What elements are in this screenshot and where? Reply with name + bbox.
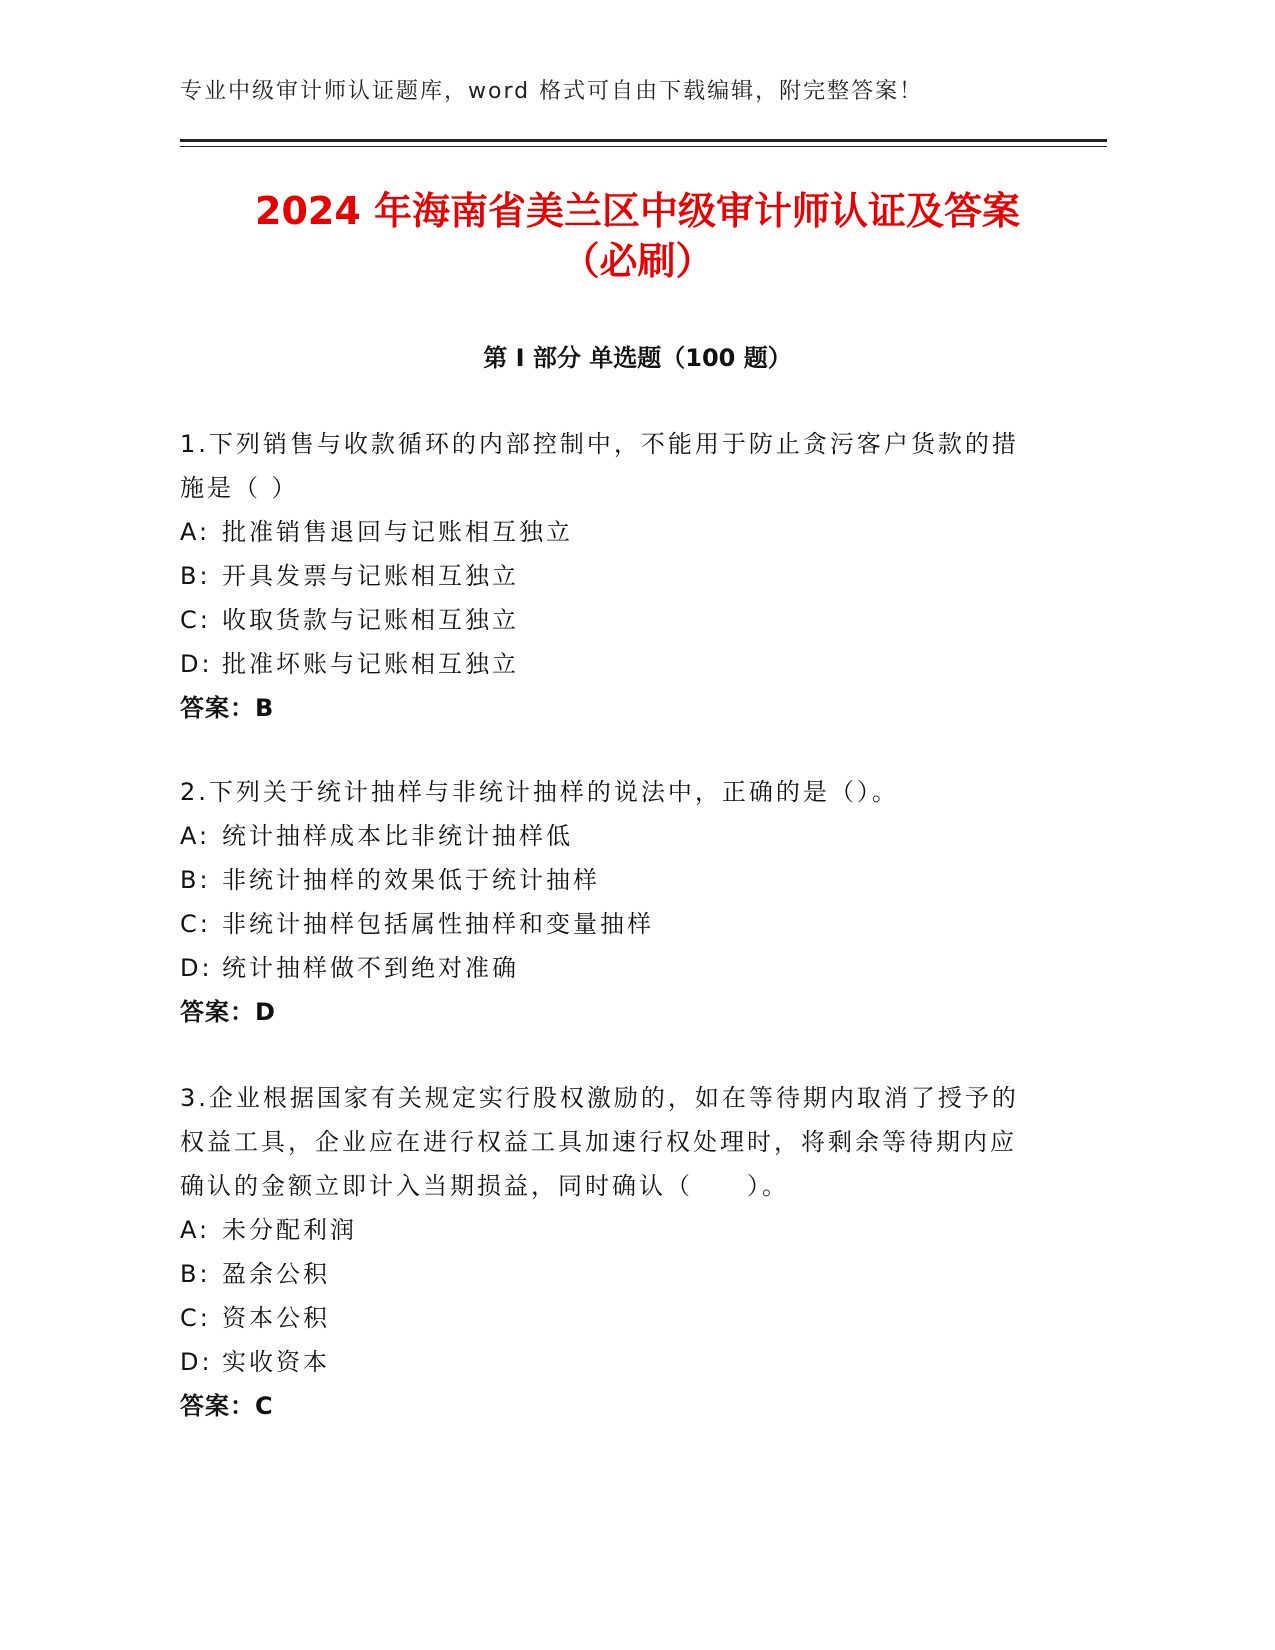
answer-line: 答案：B <box>180 694 275 722</box>
option-c <box>180 1296 1025 1340</box>
header-divider-thick <box>180 139 1107 142</box>
option-text: 实收资本 <box>222 1348 330 1376</box>
option-d <box>180 946 1025 990</box>
header-divider-thin <box>180 146 1107 147</box>
option-key: A: <box>180 518 211 546</box>
option-c <box>180 902 1025 946</box>
option-key: D: <box>180 650 213 678</box>
option-text: 批准销售退回与记账相互独立 <box>222 518 573 546</box>
document-title-line-2: （必刷） <box>561 239 714 283</box>
answer-line: 答案：D <box>180 998 276 1026</box>
header-note: 专业中级审计师认证题库，word 格式可自由下载编辑，附完整答案！ <box>180 79 924 104</box>
option-text: 非统计抽样包括属性抽样和变量抽样 <box>222 910 654 938</box>
option-text: 收取货款与记账相互独立 <box>222 606 519 634</box>
option-key: B: <box>180 562 211 590</box>
option-key: A: <box>180 1216 211 1244</box>
option-c <box>180 598 1025 642</box>
option-b <box>180 858 1025 902</box>
option-text: 统计抽样成本比非统计抽样低 <box>222 822 573 850</box>
answer-line: 答案：C <box>180 1392 274 1420</box>
section-heading: 第 I 部分 单选题（100 题） <box>483 344 792 372</box>
option-text: 盈余公积 <box>222 1260 330 1288</box>
option-key: B: <box>180 1260 211 1288</box>
option-key: C: <box>180 1304 211 1332</box>
option-key: B: <box>180 866 211 894</box>
option-text: 开具发票与记账相互独立 <box>222 562 519 590</box>
option-key: C: <box>180 910 211 938</box>
option-a <box>180 814 1025 858</box>
question-1 <box>180 422 1025 730</box>
option-text: 资本公积 <box>222 1304 330 1332</box>
option-text: 未分配利润 <box>222 1216 357 1244</box>
option-text: 统计抽样做不到绝对准确 <box>222 954 519 982</box>
option-key: D: <box>180 1348 213 1376</box>
document-title <box>150 186 1125 286</box>
question-3 <box>180 1076 1025 1428</box>
option-key: C: <box>180 606 211 634</box>
question-stem: 2.下列关于统计抽样与非统计抽样的说法中，正确的是（）。 <box>180 778 899 806</box>
option-b <box>180 1252 1025 1296</box>
document-title-line-1: 2024 年海南省美兰区中级审计师认证及答案 <box>255 189 1020 233</box>
question-stem: 3.企业根据国家有关规定实行股权激励的，如在等待期内取消了授予的权益工具，企业应在进行权益工具加速行权处理时，将剩余等待期内应确认的金额立即计入当期损益，同时确认（ ）。 <box>180 1084 1019 1200</box>
option-key: A: <box>180 822 211 850</box>
option-a <box>180 510 1025 554</box>
option-b <box>180 554 1025 598</box>
option-key: D: <box>180 954 213 982</box>
option-d <box>180 1340 1025 1384</box>
option-text: 批准坏账与记账相互独立 <box>222 650 519 678</box>
option-d <box>180 642 1025 686</box>
option-a <box>180 1208 1025 1252</box>
question-stem: 1.下列销售与收款循环的内部控制中，不能用于防止贪污客户货款的措施是（ ） <box>180 430 1019 502</box>
option-text: 非统计抽样的效果低于统计抽样 <box>222 866 600 894</box>
question-2 <box>180 770 1025 1034</box>
